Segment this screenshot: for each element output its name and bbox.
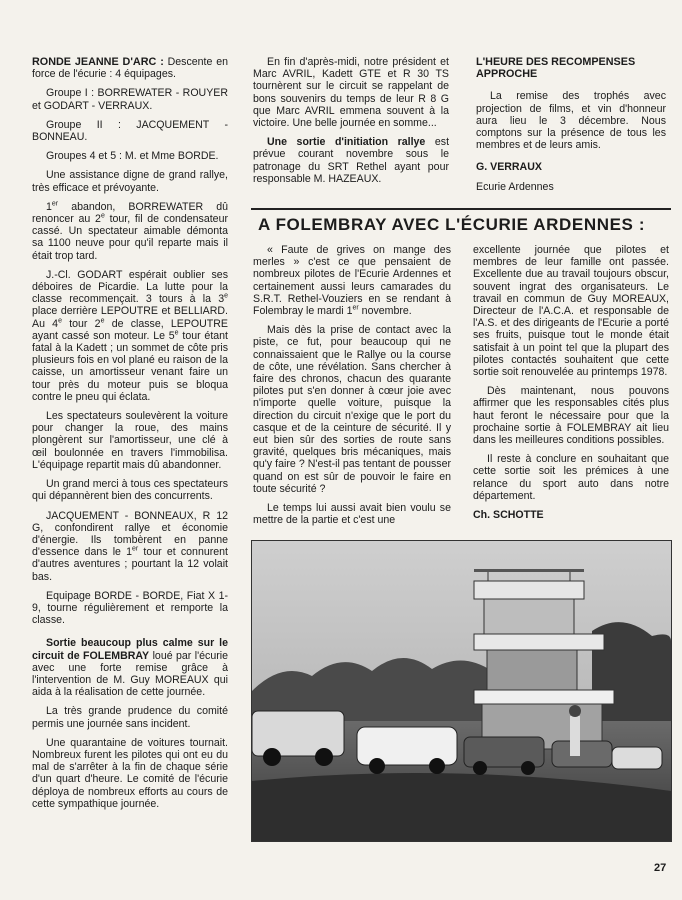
text: novembre. xyxy=(358,305,412,318)
paragraph xyxy=(253,136,449,185)
text: JACQUEMENT - BONNEAUX, R 12 G, confondirent rallye et économie d'énergie. Ils tombèrent en panne d'essence dans le 1 xyxy=(32,509,228,559)
paragraph: En fin d'après-midi, notre président et Marc AVRIL, Kadett GTE et R 30 TS tournèrent sur le circuit se rappelant de bons souvenirs du temps de leur R 8 G que Marc AVRIL emmena souvent à la victoire. Une belle journée en somme... xyxy=(253,56,449,130)
paragraph: Groupes 4 et 5 : M. et Mme BORDE. xyxy=(46,150,219,163)
paragraph xyxy=(32,56,228,80)
column-middle xyxy=(253,56,449,192)
paragraph xyxy=(32,269,228,403)
text: place derrière LEPOUTRE et BELLIARD. Au 4 xyxy=(32,305,228,330)
superscript: er xyxy=(132,545,139,553)
article-column-right xyxy=(473,244,669,528)
signature-author: Ch. SCHOTTE xyxy=(473,509,544,522)
superscript: e xyxy=(58,317,62,325)
section-heading-folembray: Sortie beaucoup plus calme sur le circuit de FOLEMBRAY xyxy=(32,637,228,662)
paragraph: Les spectateurs soulevèrent la voiture pour changer la roue, des mains plongèrent sur l'amortisseur, une clé à œil boulonnée en travers l'immobilisa. L'équipage repartit mais dû abandonner. xyxy=(32,410,228,471)
signature-name: G. VERRAUX xyxy=(476,161,542,174)
paragraph: La très grande prudence du comité permis une journée sans incident. xyxy=(32,705,228,730)
article-headline: A FOLEMBRAY AVEC L'ÉCURIE ARDENNES : xyxy=(258,215,646,234)
paragraph: Groupe II : JACQUEMENT - BONNEAU. xyxy=(32,118,228,144)
section-heading-recompenses: L'HEURE DES RECOMPENSES APPROCHE xyxy=(476,56,636,81)
paragraph: Une assistance digne de grand rallye, très efficace et prévoyante. xyxy=(32,169,228,194)
text: tour, fil de condensateur cassé. Un spectateur aimable démonta sa 1100 neuve pour qu'il reparte mais il était trop tard. xyxy=(32,213,228,262)
column-left xyxy=(32,56,228,817)
paragraph xyxy=(32,637,228,698)
section-heading-initiation: Une sortie d'initiation rallye xyxy=(267,136,426,149)
superscript: e xyxy=(174,329,179,337)
text: tour 2 xyxy=(61,317,101,330)
paragraph: excellente journée que pilotes et membres de leur famille ont passée. Excellente due au travail toujours obscur, souvent ingrat des organisateurs. Le travail en commun de Guy MOREAUX, Directeur de l'A.C.A. et responsable de l'A.S. et des dirigeants de l'Ecurie a porté ses fruits, puisque tout le monde était satisfait à un point tel que la plupart des pilotes contactés souhaitent que cette sortie soit renouvelée au printemps 1978. xyxy=(473,244,669,379)
photo-illustration xyxy=(252,541,671,841)
superscript: e xyxy=(100,317,105,325)
text: tour étant fatal à la Kadett ; un sommet de côte pris plusieurs fois en vol plané eu raison de la caisse, un amortisseur venant faire un tour près du moteur puis se bloqua contre le pneu qui éclata. xyxy=(32,329,228,403)
text: J.-Cl. GODART espérait oublier ses déboires de Picardie. La lutte pour la classe recommençait. 3 tours à la 3 xyxy=(32,268,228,306)
paragraph: La remise des trophés avec projection de films, et vin d'honneur aura lieu le 3 décembre. Nous comptons sur la présence de tous les membres et de leurs amis. xyxy=(476,90,666,152)
superscript: e xyxy=(100,212,105,220)
paragraph-text: loué par l'écurie avec une forte remise grâce à l'intervention de M. Guy MOREAUX qui aida à la réalisation de cette journée. xyxy=(32,649,228,699)
paragraph: Il reste à conclure en souhaitant que cette sortie soit les prémices à une relance du sport auto dans notre département. xyxy=(473,453,669,502)
text: tour et connurent d'autres aventures ; pourtant la 12 volait bas. xyxy=(32,546,228,583)
superscript: e xyxy=(224,292,228,300)
paragraph xyxy=(32,201,228,262)
signature-org: Ecurie Ardennes xyxy=(476,180,554,193)
paragraph xyxy=(32,510,228,583)
article-column-left xyxy=(253,244,451,533)
text: 1 xyxy=(46,200,52,213)
text: « Faute de grives on mange des merles » c'est ce que pensaient de nombreux pilotes de l'Ecurie Ardennes et certainement aussi leurs camarades du S.R.T. Rethel-Vouziers en se rendant à Folembray le mardi 1 xyxy=(253,244,451,318)
paragraph: Equipage BORDE - BORDE, Fiat X 1-9, tourne régulièrement et remporte la classe. xyxy=(32,589,228,627)
paragraph: Groupe I : BORREWATER - ROUYER et GODART - VERRAUX. xyxy=(32,87,228,112)
superscript: er xyxy=(352,304,359,312)
paragraph: Mais dès la prise de contact avec la piste, ce fut, pour beaucoup qui ne connaissaient que le Rallye ou la course de côte, une révélation. Sans chercher à faire des chronos, chacun des quarante pilotes put s'en donner à cœur joie avec n'importe quelle voiture, puisque la direction du circuit n'exige que le port du casque et de la ceinture de sécurité. Il y eut bien sûr des sorties de route sans gravité, quelques bris mécaniques, mais qu'y faire ? N'est-il pas tentant de pousser quand on est sûr de pouvoir le faire en toute sécurité ? xyxy=(253,324,451,495)
text: abandon, BORREWATER dû renoncer au 2 xyxy=(32,200,228,226)
superscript: er xyxy=(51,200,59,208)
paragraph-text: est prévue courant novembre sous le patronage du SRT Rethel ayant pour responsable M. HAZEAUX. xyxy=(253,136,450,185)
paragraph: Dès maintenant, nous pouvons affirmer que les responsables cités plus haut feront le nécessaire pour que la prochaine sortie à FOLEMBRAY ait lieu dans les meilleures conditions possibles. xyxy=(473,385,669,447)
paragraph: Un grand merci à tous ces spectateurs qui dépannèrent bien des concurrents. xyxy=(32,478,228,503)
paragraph: Le temps lui aussi avait bien voulu se mettre de la partie et c'est une xyxy=(253,502,451,527)
column-right xyxy=(476,56,666,200)
paragraph-text: Descente en force de l'écurie : 4 équipages. xyxy=(32,56,228,81)
paragraph xyxy=(253,244,451,317)
paragraph: Une quarantaine de voitures tournait. Nombreux furent les pilotes qui ont eu du mal de s'arrêter à la fin de chaque série d'un quart d'heure. Le comité de l'écurie déploya de nombreux efforts au cours de cette sympathique journée. xyxy=(32,736,228,810)
photo-circuit-tower xyxy=(251,540,672,842)
divider-top xyxy=(251,208,671,210)
section-heading-ronde: RONDE JEANNE D'ARC : xyxy=(32,56,164,68)
text: de classe, LEPOUTRE ayant cassé son moteur. Le 5 xyxy=(32,317,228,342)
page-number: 27 xyxy=(654,862,667,874)
